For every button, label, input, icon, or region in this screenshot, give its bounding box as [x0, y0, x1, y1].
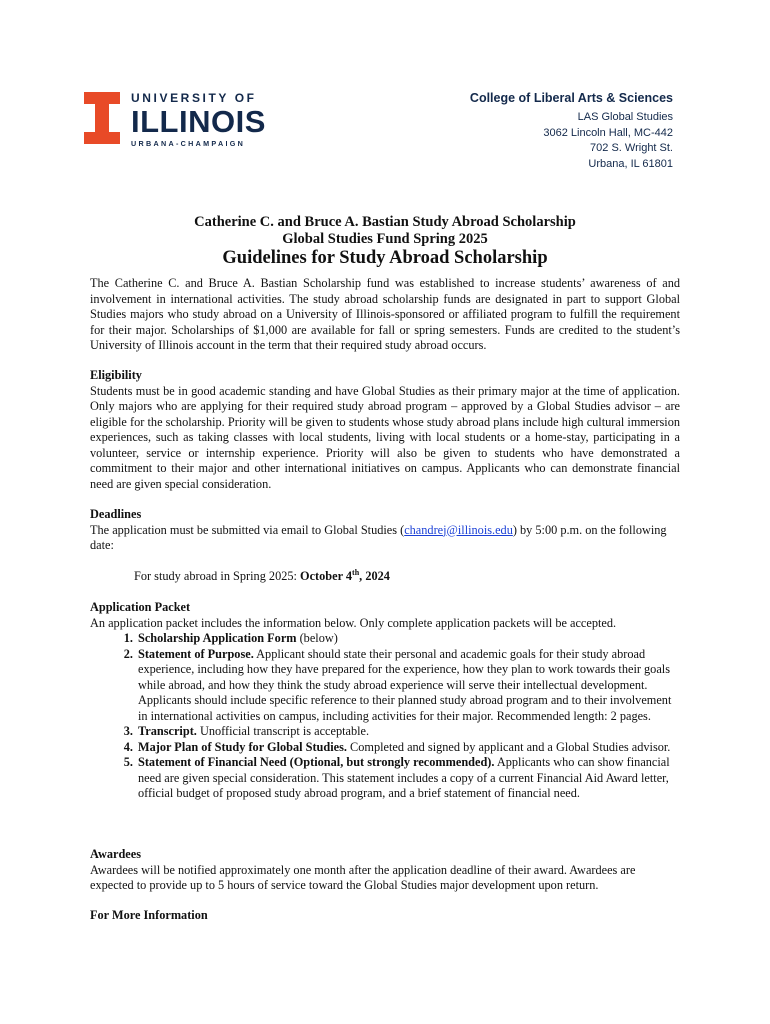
wordmark-campus: URBANA-CHAMPAIGN — [131, 139, 246, 148]
college-name: College of Liberal Arts & Sciences — [469, 91, 673, 105]
packet-item-text: Applicants who can show financial need are given special consideration. This statement includes a copy of a current Financial Aid Award letter, official budget of proposed study abroad program, and a brief statement of financial need. — [138, 755, 670, 800]
packet-item — [136, 755, 680, 802]
packet-item-title: Major Plan of Study for Global Studies. — [138, 739, 347, 754]
wordmark-illinois: ILLINOIS — [131, 104, 266, 139]
packet-item-title: Scholarship Application Form — [138, 631, 297, 645]
block-i-logo-icon — [84, 92, 120, 144]
wordmark-university-of: UNIVERSITY OF — [131, 91, 257, 105]
eligibility-heading: Eligibility — [90, 368, 142, 382]
packet-item-title: Transcript. — [138, 724, 197, 738]
scholarship-title: Catherine C. and Bruce A. Bastian Study Abroad Scholarship — [194, 214, 576, 230]
application-packet-section — [90, 600, 680, 802]
packet-item-text: Unofficial transcript is acceptable. — [196, 724, 370, 738]
college-address-block — [470, 90, 673, 172]
address-line-2: 702 S. Wright St. — [590, 142, 673, 154]
more-info-heading: For More Information — [90, 908, 208, 922]
packet-intro: An application packet includes the information below. Only complete application packets will be accepted. — [90, 615, 617, 630]
deadline-date-prefix: For study abroad in Spring 2025: — [134, 568, 301, 583]
packet-item-text: (below) — [296, 631, 338, 645]
address-line-1: 3062 Lincoln Hall, MC-442 — [543, 126, 673, 139]
intro-paragraph: The Catherine C. and Bruce A. Bastian Scholarship fund was established to increase students’ awareness of and involvement in international activities. The study abroad scholarship funds are designated in part to support Global Studies majors who study abroad on a University of Illinois-sponsored or affiliated program to fulfill the requirement for their major. Scholarships of $1,000 are available for fall or spring semesters. Funds are credited to the student’s University of Illinois account in the term that their required study abroad occurs. — [90, 276, 680, 352]
deadlines-heading: Deadlines — [90, 507, 142, 521]
packet-item — [136, 631, 680, 647]
packet-item-text: Completed and signed by applicant and a Global Studies advisor. — [346, 739, 671, 754]
packet-item — [136, 740, 680, 756]
email-link[interactable]: chandrej@illinois.edu — [404, 522, 513, 537]
packet-item-title: Statement of Purpose. — [138, 646, 254, 661]
packet-heading: Application Packet — [90, 600, 191, 614]
packet-item — [136, 724, 680, 740]
deadline-date-year: , 2024 — [359, 568, 390, 583]
deadlines-text-after: ) by 5:00 p.m. on the following date: — [90, 522, 667, 552]
eligibility-section — [90, 368, 680, 492]
fund-title: Global Studies Fund Spring 2025 — [282, 231, 488, 247]
guidelines-title: Guidelines for Study Abroad Scholarship — [222, 248, 548, 268]
deadlines-section — [90, 507, 680, 584]
deadlines-text-before: The application must be submitted via email to Global Studies ( — [90, 522, 405, 537]
university-wordmark — [131, 92, 291, 149]
department-name: LAS Global Studies — [577, 111, 673, 123]
packet-item-text: Applicant should state their personal and academic goals for their study abroad experience, including how they have prepared for the experience, how they plan to work towards their goals while abroad, and how they think the study abroad experience will serve their intellectual development. Applicants should include specific reference to their planned study abroad program and to their involvement in international activities on campus, including activities for their major. Recommended length: 2 pages. — [138, 646, 672, 723]
awardees-heading: Awardees — [90, 847, 141, 861]
deadline-date-suffix: th — [352, 567, 360, 577]
deadline-date — [90, 569, 680, 585]
deadlines-text — [90, 523, 680, 554]
address-line-3: Urbana, IL 61801 — [588, 157, 673, 170]
deadline-date-day: October 4 — [300, 568, 353, 583]
awardees-text: Awardees will be notified approximately one month after the application deadline of their award. Awardees are expected to provide up to 5 hours of service toward the Global Studies major development upon return. — [90, 862, 636, 892]
packet-item — [136, 647, 680, 725]
packet-list — [90, 631, 680, 802]
awardees-section — [90, 847, 680, 894]
document-titles — [90, 213, 680, 269]
packet-item-title: Statement of Financial Need (Optional, but strongly recommended). — [138, 755, 495, 769]
more-info-section — [90, 908, 680, 924]
eligibility-text: Students must be in good academic standing and have Global Studies as their primary major at the time of application. Only majors who are applying for their required study abroad program – approved by a Global Studies advisor – are eligible for the scholarship. Priority will be given to students whose study abroad plans include high cultural immersion experiences, such as taking classes with local students, living with local students or a home-stay, participating in a volunteer, service or internship experience. Priority will also be given to students who have demonstrated a commitment to their major and other international initiatives on campus. Applicants who can demonstrate financial need are given special consideration. — [90, 383, 680, 491]
